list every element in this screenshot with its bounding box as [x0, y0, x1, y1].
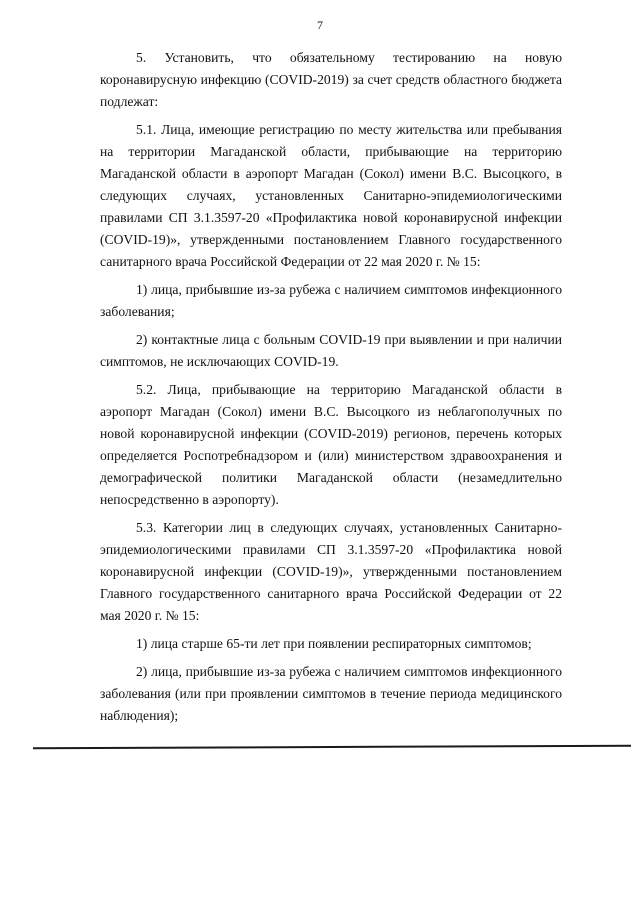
- page-number: 7: [317, 18, 323, 32]
- paragraph-5: 5. Установить, что обязательному тестированию на новую коронавирусную инфекцию (COVID-2019) за счет средств областного бюджета подлежат:: [100, 50, 562, 109]
- paragraph-5-1: 5.1. Лица, имеющие регистрацию по месту жительства или пребывания на территории Магаданской области, прибывающие на территорию Магаданской области в аэропорт Магадан (Сокол) имени В.С. Высоцкого, в следующих случаях, установленных Санитарно-эпидемиологическими правилами СП 3.1.3597-20 «Профилактика новой коронавирусной инфекции (COVID-19)», утвержденными постановлением Главного государственного санитарного врача Российской Федерации от 22 мая 2020 г. № 15:: [100, 122, 562, 269]
- paragraph-5-3: 5.3. Категории лиц в следующих случаях, установленных Санитарно-эпидемиологическими правилами СП 3.1.3597-20 «Профилактика новой коронавирусной инфекции (COVID-19)», утвержденными постановлением Главного государственного санитарного врача Российской Федерации от 22 мая 2020 г. № 15:: [100, 520, 562, 623]
- paragraph-5-2: 5.2. Лица, прибывающие на территорию Магаданской области в аэропорт Магадан (Сокол) имени В.С. Высоцкого из неблагополучных по новой коронавирусной инфекции (COVID-2019) регионов, перечень которых определяется Роспотребнадзором и (или) министерством здравоохранения и демографической политики Магаданской области (незамедлительно непосредственно в аэропорту).: [100, 382, 562, 507]
- paragraph-5-3-item-2: 2) лица, прибывшие из-за рубежа с наличием симптомов инфекционного заболевания (или при проявлении симптомов в течение периода медицинского наблюдения);: [100, 664, 562, 723]
- paragraph-5-1-item-2: 2) контактные лица с больным COVID-19 при выявлении и при наличии симптомов, не исключающих COVID-19.: [100, 332, 562, 369]
- paragraph-5-1-item-1: 1) лица, прибывшие из-за рубежа с наличием симптомов инфекционного заболевания;: [100, 282, 562, 319]
- page-bottom-rule: [33, 745, 631, 750]
- paragraph-5-3-item-1: 1) лица старше 65-ти лет при появлении респираторных симптомов;: [136, 636, 532, 651]
- document-body: [100, 47, 562, 733]
